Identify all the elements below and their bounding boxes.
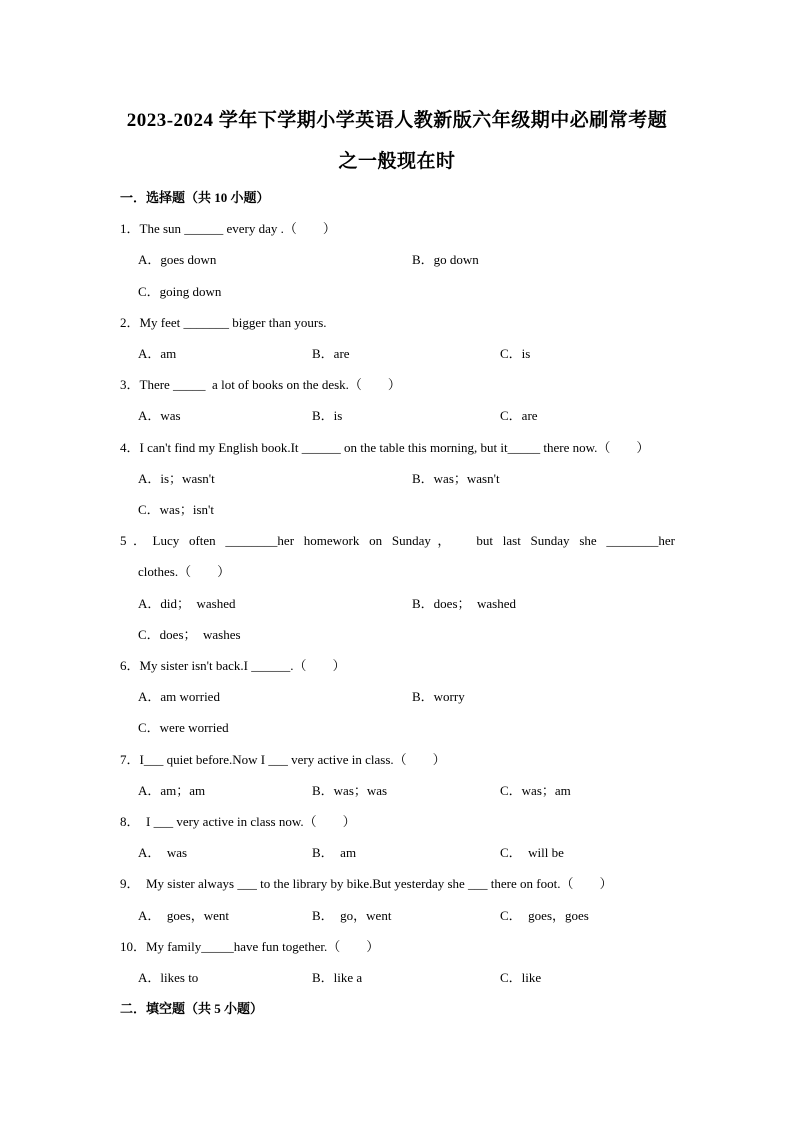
- option-b: B．is: [312, 408, 343, 423]
- question-stem: 6．My sister isn't back.I ______.（ ）: [120, 658, 346, 673]
- question-stem-continued: clothes.（ ）: [138, 564, 231, 579]
- option-a: A．did； washed: [138, 596, 236, 611]
- question-stem: 4．I can't find my English book.It ______ on the table this morning, but it_____ there now.（ ）: [120, 440, 650, 455]
- option-c: C．was；isn't: [138, 502, 215, 517]
- question-stem: 7．I___ quiet before.Now I ___ very active in class.（ ）: [120, 752, 446, 767]
- question-stem: 2．My feet _______ bigger than yours.: [120, 315, 327, 330]
- page-subtitle: 之一般现在时: [338, 151, 456, 172]
- option-a: A．am worried: [138, 689, 220, 704]
- option-a: A．likes to: [138, 970, 199, 985]
- option-a: A．am；am: [138, 783, 206, 798]
- question-stem: 9． My sister always ___ to the library by bike.But yesterday she ___ there on foot.（ ）: [120, 876, 613, 891]
- section-heading-fill-blank: 二．填空题（共 5 小题）: [120, 1001, 264, 1016]
- option-b: B． am: [312, 845, 357, 860]
- option-a: A． was: [138, 845, 188, 860]
- option-c: C．like: [500, 970, 542, 985]
- option-b: B．does； washed: [412, 596, 516, 611]
- option-a: A．goes down: [138, 252, 217, 267]
- option-a: A．is；wasn't: [138, 471, 215, 486]
- option-c: C．was；am: [500, 783, 571, 798]
- option-c: C． goes，goes: [500, 908, 589, 923]
- option-b: B． go，went: [312, 908, 392, 923]
- option-b: B．was；wasn't: [412, 471, 500, 486]
- option-b: B．are: [312, 346, 350, 361]
- option-c: C． will be: [500, 845, 564, 860]
- question-stem: 10．My family_____have fun together.（ ）: [120, 939, 380, 954]
- page-title: 2023-2024 学年下学期小学英语人教新版六年级期中必刷常考题: [126, 110, 668, 131]
- option-a: A．was: [138, 408, 181, 423]
- option-c: C．were worried: [138, 720, 229, 735]
- question-stem: 3．There _____ a lot of books on the desk.（ ）: [120, 377, 401, 392]
- section-heading-choice: 一．选择题（共 10 小题）: [120, 190, 270, 205]
- question-stem: 1．The sun ______ every day .（ ）: [120, 221, 336, 236]
- option-c: C．is: [500, 346, 531, 361]
- option-a: A．am: [138, 346, 177, 361]
- question-stem: 5．Lucy often ________her homework on Sunday， but last Sunday she ________her: [120, 533, 675, 548]
- option-b: B．worry: [412, 689, 465, 704]
- option-b: B．was；was: [312, 783, 388, 798]
- option-c: C．does； washes: [138, 627, 241, 642]
- option-b: B．like a: [312, 970, 363, 985]
- option-c: C．going down: [138, 284, 222, 299]
- option-c: C．are: [500, 408, 538, 423]
- question-stem: 8． I ___ very active in class now.（ ）: [120, 814, 356, 829]
- option-a: A． goes，went: [138, 908, 229, 923]
- option-b: B．go down: [412, 252, 479, 267]
